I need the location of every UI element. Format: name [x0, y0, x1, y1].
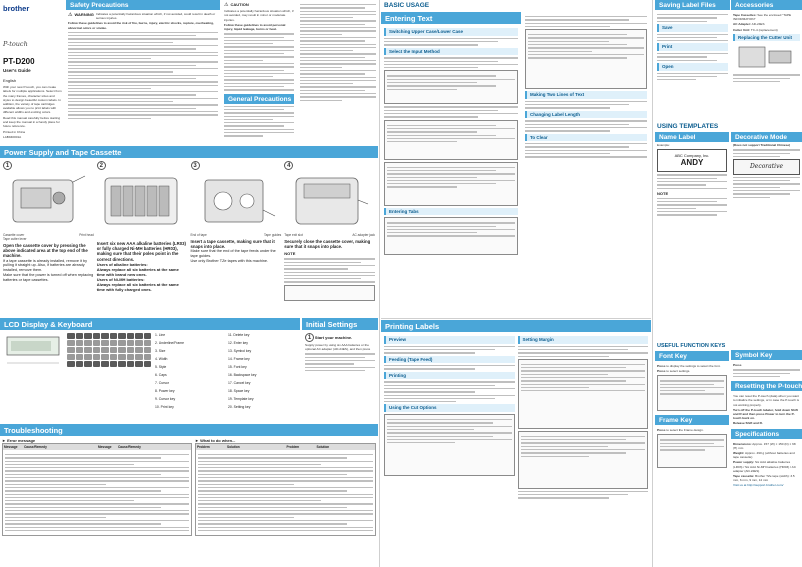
feeding-heading: Feeding (Tape Feed) [384, 356, 515, 364]
chevron-right-icon: ► [2, 438, 6, 443]
step-4-note-label: NOTE [284, 251, 296, 257]
table-header: Problem [286, 444, 316, 450]
font-key-header: Font Key [655, 351, 729, 361]
error-table-body [3, 450, 191, 535]
caution-text: Indicates a potentially hazardous situation which, if not avoided, may result in minor or moderate injuries. [224, 9, 294, 22]
tape-cutter-label: Tape cutter lever [3, 237, 27, 241]
lcd-key-item: 16. Backspace key [228, 373, 257, 377]
using-templates-title: USING TEMPLATES [657, 123, 719, 130]
initial-settings-panel [302, 318, 378, 422]
brand-logo: brother [3, 4, 30, 13]
accessory-value: AD-24ES [751, 22, 765, 27]
symbol-key-press: Press [733, 363, 742, 367]
caution-text-block [224, 33, 294, 90]
accessory-label: Cutter Unit: [733, 27, 751, 32]
cover-intro: With your new P-touch, you can create labels for multiple applications. Select from the many frames, character sizes and styles to design beautiful custom labels. In addition, the variety of tape cartridges available allows you to print labels with different widths and exciting colors. [3, 85, 62, 115]
spec-label: Power supply: [733, 460, 755, 465]
lcd-key-item: 20. Setting key [228, 405, 251, 409]
resetting-header: Resetting the P-touch [731, 381, 802, 391]
cut-options-box [384, 414, 515, 476]
column-divider-1 [379, 0, 380, 567]
column-divider-2 [652, 0, 653, 567]
font-step-text: to display the settings to select the font. [666, 363, 721, 368]
general-precautions-text [224, 106, 294, 137]
lcd-screen-illustration [3, 333, 63, 413]
name-label-example: Example: [657, 143, 670, 148]
power-step-4 [284, 161, 375, 303]
caution-icon: ⚠ [224, 2, 229, 8]
example-box [384, 217, 518, 255]
lcd-key-item: 10. Print key [155, 405, 174, 409]
chevron-right-icon: ► [195, 438, 199, 443]
spec-row [733, 442, 800, 450]
safety-panel [66, 0, 220, 144]
printing-heading: Printing [384, 372, 515, 380]
printing-header: Printing Labels [381, 320, 651, 332]
lcd-key-item: 13. Symbol key [228, 349, 252, 353]
power-step-1 [3, 161, 94, 303]
lcd-key-item: 18. Space key [228, 389, 250, 393]
margin-table [518, 431, 649, 489]
basic-usage-panel [381, 0, 521, 318]
lcd-key-item: 9. Cursor key [155, 397, 176, 401]
precautions-right-text [300, 4, 376, 101]
general-precautions-header: General Precautions [224, 94, 294, 104]
step-2-nimh-text: Always replace all six batteries at the same time with fully charged ones. [96, 281, 179, 292]
resetting-step-2: Release Shift and R. [733, 421, 763, 426]
open-heading: Open [657, 63, 728, 71]
cutter-unit-illustration [733, 43, 799, 71]
cassette-cover-label: Cassette cover [3, 233, 25, 237]
lcd-key-item: 6. Caps [155, 373, 167, 377]
sample-company: ABC Company, Inc. [674, 153, 710, 159]
saving-header: Saving Label Files [655, 0, 730, 10]
table-header: Solution [226, 444, 286, 450]
symbol-key-header: Symbol Key [731, 350, 802, 360]
decorative-header: Decorative Mode [731, 132, 802, 142]
step-1-number: 1 [3, 161, 12, 170]
margin-steps-box [518, 359, 649, 429]
templates-panel [655, 122, 802, 342]
switching-case-heading: Switching Upper Case/Lower Case [384, 28, 518, 36]
resetting-text: You can reset the P-touch (data) when you want to initialize the settings, or in case the P-touch is not working properly. [733, 394, 800, 407]
frame-designs-grid [657, 434, 727, 468]
keyboard-illustration [67, 333, 151, 367]
spec-row [733, 460, 800, 473]
spec-label: Dimensions: [733, 441, 752, 446]
lcd-key-item: 19. Template key [228, 397, 254, 401]
accessory-label: AC Adapter: [733, 22, 751, 27]
printing-panel [381, 320, 651, 567]
lcd-panel [0, 318, 300, 422]
lcd-key-item: 12. Enter key [228, 341, 248, 345]
lcd-key-item: 15. Font key [228, 365, 247, 369]
print-heading: Print [657, 43, 728, 51]
note-box [384, 162, 518, 206]
input-method-panel [522, 0, 650, 318]
name-label-note: NOTE [657, 190, 669, 196]
spec-label: Tape cassette: [733, 473, 755, 478]
safety-text-block [68, 32, 218, 119]
example-box [384, 120, 518, 160]
power-panel [0, 146, 378, 318]
example-box [384, 70, 518, 104]
step-2-alkaline-users: Users of alkaline batteries: [96, 261, 148, 267]
machine-open-illustration [3, 170, 91, 232]
frame-key-header: Frame Key [655, 415, 729, 425]
spec-row [733, 474, 800, 482]
frame-step-text: to select the Frame design. [666, 428, 704, 433]
lcd-key-item: 17. Cancel key [228, 381, 251, 385]
font-step-text: to select settings. [666, 369, 691, 374]
table-header: Message [97, 444, 117, 450]
spec-row [733, 451, 800, 459]
troubleshooting-header: Troubleshooting [0, 424, 378, 436]
cut-options-heading: Using the Cut Options [384, 404, 515, 412]
support-link[interactable]: Visit us at http://support.brother.com/ [733, 483, 784, 488]
precautions-right-panel [298, 0, 378, 144]
font-options-table [657, 375, 727, 411]
name-label-header: Name Label [655, 132, 729, 142]
font-key-step-1 [657, 364, 727, 368]
save-heading: Save [657, 24, 728, 32]
resetting-step-1: Turn off the P-touch labeler, hold down Shift and R and then press Power to turn the P-touch back on. [733, 407, 798, 421]
tape-guides-label: Tape guides [264, 233, 282, 237]
step-4-title: Securely close the cassette cover, making sure that it snaps into place. [284, 239, 371, 250]
input-method-heading: Select the Input Method [384, 48, 518, 56]
specifications-header: Specifications [731, 429, 802, 439]
lcd-key-item: 8. Power key [155, 389, 175, 393]
cover-read-note: Read this manual carefully before starting and keep the manual in a handy place for future reference. [3, 115, 61, 128]
power-step-3 [191, 161, 282, 303]
step-3-bullet-2: Use only Brother TZe tapes with this machine. [190, 259, 269, 263]
tape-cassette-illustration [191, 170, 279, 232]
example-box [525, 29, 647, 89]
power-step-2 [97, 161, 188, 303]
tape-exit-label: Tape exit slot [284, 233, 303, 237]
ac-adapter-label: AC adapter jack [352, 233, 375, 237]
safety-header: Safety Precautions [66, 0, 220, 10]
step-3-number: 3 [191, 161, 200, 170]
step-4-note-box [284, 285, 375, 301]
accessory-ac-adapter [733, 22, 800, 26]
lcd-header: LCD Display & Keyboard [0, 318, 300, 330]
sample-name: ANDY [680, 158, 704, 168]
step-3-bullet-1: Make sure that the end of the tape feeds under the tape guides. [190, 249, 276, 259]
lcd-key-item: 11. Delete key [228, 333, 250, 337]
step-1-title: Open the cassette cover by pressing the above indicated area at the top end of the machine. [3, 243, 88, 259]
step-2-alkaline-text: Always replace all six batteries at the same time with brand new ones. [96, 266, 179, 277]
caution-panel [222, 0, 296, 144]
table-header: Solution [316, 444, 376, 450]
decorative-sample-text: Decorative [749, 163, 784, 171]
saving-panel [655, 0, 730, 120]
step-2-title: Insert six new AAA alkaline batteries (LR03) or fully charged Ni-MH batteries (HR03), making sure that their poles point in the correct directions. [96, 241, 186, 262]
table-header: Message [3, 444, 23, 450]
troubleshooting-panel [0, 424, 378, 567]
battery-illustration [97, 170, 185, 232]
what-to-do-table-body [196, 450, 375, 535]
error-message-label: Error message [7, 438, 36, 443]
table-header: Cause/Remedy [23, 444, 97, 450]
print-head-label: Print head [79, 233, 94, 237]
cover-panel [0, 0, 66, 144]
basic-usage-title: BASIC USAGE [384, 2, 430, 9]
frame-key-step [657, 428, 727, 432]
table-header: Problem [196, 444, 226, 450]
preview-heading: Preview [384, 336, 515, 344]
initial-step-title: Start your machine. [314, 335, 353, 340]
spec-value: Approx. 490 g (without batteries and tape cassette) [733, 450, 795, 460]
margin-heading: Setting Margin [518, 336, 649, 344]
changing-length-heading: Changing Label Length [525, 111, 647, 119]
spec-value: Approx. 157 (W) × 150 (D) × 68 (H) mm [733, 441, 796, 450]
tab-heading: Entering Tabs [384, 208, 518, 216]
initial-steps-text [305, 353, 375, 371]
machine-closed-illustration [284, 170, 372, 232]
accessories-panel [731, 0, 802, 120]
spec-value: Brother TZe tape (width): 3.5 mm, 6 mm, 9 mm, 12 mm [733, 473, 795, 483]
spec-value: Six AAA alkaline batteries (LR03) / Six AAA Ni-MH batteries (HR03) / AC adapter (AD-24ES) [733, 460, 796, 473]
function-keys-panel [655, 342, 729, 567]
accessory-value: TC-4 (replacement) [750, 27, 778, 32]
language-label: English [3, 78, 17, 84]
accessory-tape-cassettes [733, 13, 800, 21]
lcd-key-item: 3. Size [155, 349, 166, 353]
what-to-do-label: What to do when... [200, 438, 236, 443]
printed-in: Printed in China [3, 130, 26, 135]
step-1-bullet: Make sure that the power is turned off when replacing batteries or tape cassettes. [3, 273, 94, 282]
ptouch-logo: P-touch [3, 40, 28, 49]
initial-step-number: 1 [305, 333, 314, 342]
font-step-press: Press [657, 369, 666, 374]
warning-label: WARNING [74, 12, 94, 17]
power-header: Power Supply and Tape Cassette [0, 146, 378, 158]
step-2-number: 2 [97, 161, 106, 170]
lcd-key-item: 2. Underline/Frame [155, 341, 185, 345]
doc-code: LAB940001A [3, 135, 22, 140]
warning-icon: ⚠ [68, 12, 73, 18]
right-functions-panel [731, 342, 802, 567]
guide-title: User's Guide [3, 67, 31, 73]
decorative-sample [733, 159, 800, 175]
initial-settings-header: Initial Settings [302, 318, 378, 330]
caution-label: CAUTION [230, 2, 249, 7]
safety-guidelines-heading: Follow these guidelines to avoid the risk of fire, burns, injury, electric shocks, rupture, overheating, abnormal odors or smoke. [68, 21, 214, 30]
replace-cutter-heading: Replacing the Cutter Unit [733, 34, 800, 42]
lcd-key-item: 4. Width [155, 357, 168, 361]
lcd-key-item: 1. Line [155, 333, 166, 337]
caution-guidelines-heading: Follow these guidelines to avoid personal injury, liquid leakage, burns or heat. [224, 22, 286, 32]
useful-keys-title: USEFUL FUNCTION KEYS [657, 343, 726, 349]
decorative-note: (Does not support Traditional Chinese) [733, 143, 791, 148]
frame-step-press: Press [657, 428, 666, 433]
lcd-key-item: 14. Frame key [228, 357, 250, 361]
font-key-step-2 [657, 369, 727, 373]
warning-text: Indicates a potentially hazardous situation which, if not avoided, could result in death or serious injuries. [95, 12, 216, 21]
initial-step-text: Supply power by using six AAA batteries or the optional AC adapter (AD-24ES), and then press [305, 343, 371, 352]
accessory-value: See the enclosed "TAPE INFORMATION" [733, 13, 792, 22]
accessory-label: Tape Cassettes: [733, 13, 757, 17]
accessory-cutter-unit [733, 28, 800, 32]
name-label-sample [657, 149, 727, 172]
step-4-notes [284, 258, 375, 282]
two-lines-heading: Making Two Lines of Text [525, 91, 647, 99]
entering-text-header: Entering Text [381, 12, 521, 24]
table-header: Cause/Remedy [117, 444, 191, 450]
spec-label: Weight: [733, 450, 745, 455]
model-name: PT-D200 [3, 56, 35, 66]
lcd-key-item: 7. Cursor [155, 381, 169, 385]
step-3-title: Insert a tape cassette, making sure that it snaps into place. [190, 239, 275, 250]
step-4-number: 4 [284, 161, 293, 170]
font-step-press: Press [657, 363, 666, 368]
step-1-body: If a tape cassette is already installed, remove it by pulling it straight up. Also, if batteries are already installed, remove them. [3, 258, 87, 273]
step-2-nimh-users: Users of Ni-MH batteries: [96, 276, 145, 282]
end-of-tape-label: End of tape [190, 233, 207, 237]
accessories-header: Accessories [731, 0, 802, 10]
lcd-key-item: 5. Style [155, 365, 167, 369]
clear-heading: To Clear [525, 134, 647, 142]
basic-usage-divider [381, 318, 651, 319]
